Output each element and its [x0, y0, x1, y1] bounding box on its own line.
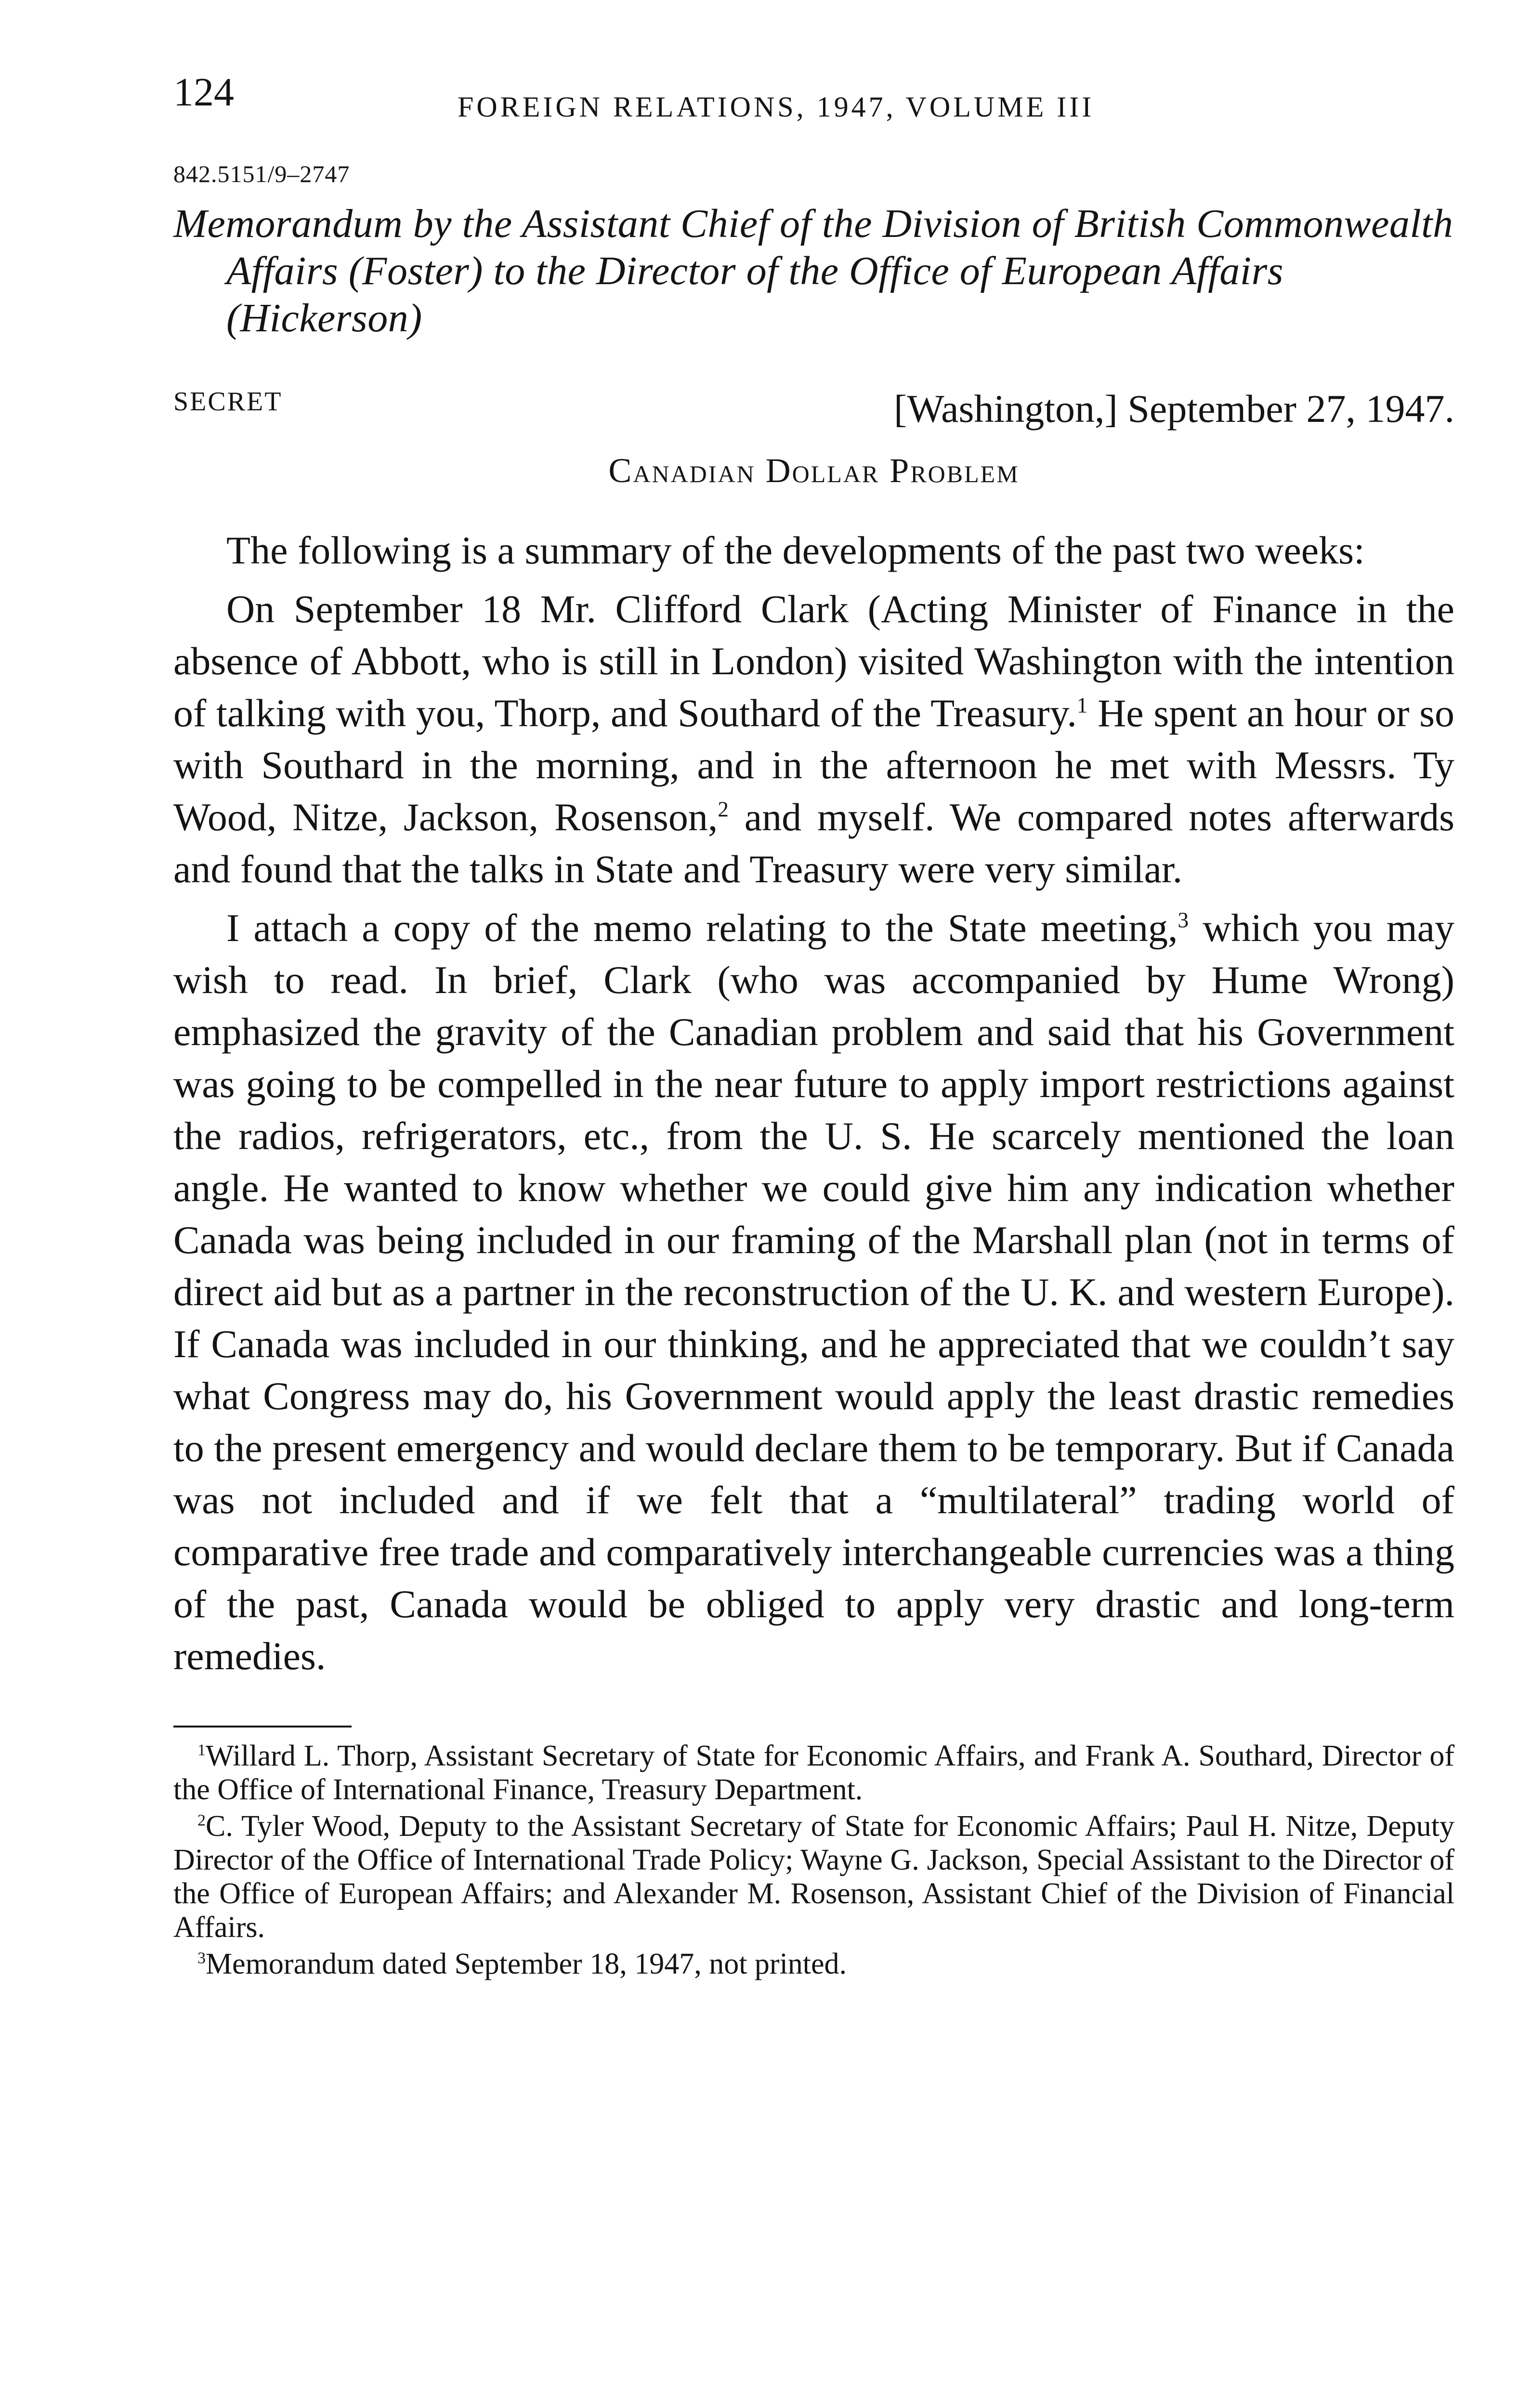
page-number: 124: [173, 70, 234, 115]
footnotes: [173, 1739, 1454, 1981]
paragraph-2-part-b: He spent an hour or so with Southard in the morning, and in the afternoon he met with Messrs. Ty Wood, Nitze, Jackson, Rosenson,: [173, 691, 1455, 839]
document-title: Memorandum by the Assistant Chief of the Division of British Commonwealth Affairs (Foster) to the Director of the Office of European Affairs (Hickerson): [173, 201, 1453, 340]
dateline: [Washington,] September 27, 1947.: [894, 387, 1454, 431]
file-number: 842.5151/9–2747: [173, 160, 350, 187]
running-title: FOREIGN RELATIONS, 1947, VOLUME III: [458, 91, 1095, 123]
footnote-1: [173, 1739, 1454, 1806]
running-header: [173, 72, 1454, 140]
paragraph-3-part-b: which you may wish to read. In brief, Clark (who was accompanied by Hume Wrong) emphasized the gravity of the Canadian problem and said that his Government was going to be compelled in the near future to apply import restrictions against the radios, refrigerators, etc., from the U. S. He scarcely mentioned the loan angle. He wanted to know whether we could give him any indication whether Canada was being included in our framing of the Marshall plan (not in terms of direct aid but as a partner in the reconstruction of the U. K. and western Europe). If Canada was included in our thinking, and he appreciated that we couldn’t say what Congress may do, his Government would apply the least drastic remedies to the present emergency and would declare them to be temporary. But if Canada was not included and if we felt that a “multilateral” trading world of comparative free trade and comparatively interchangeable currencies was a thing of the past, Canada would be obliged to apply very drastic and long-term remedies.: [173, 906, 1455, 1678]
footnote-marker-3: 3: [197, 1949, 206, 1967]
footnote-divider: [173, 1726, 352, 1727]
footnote-marker-1: 1: [197, 1741, 206, 1759]
footnote-text-3: Memorandum dated September 18, 1947, not printed.: [206, 1948, 847, 1980]
paragraph-3-part-a: I attach a copy of the memo relating to the State meeting,: [226, 906, 1178, 950]
footnote-ref-2: 2: [718, 797, 729, 822]
footnote-marker-2: 2: [197, 1811, 206, 1830]
footnote-2: [173, 1809, 1454, 1944]
subject-heading: Canadian Dollar Problem: [608, 451, 1020, 490]
footnote-ref-3: 3: [1178, 908, 1189, 932]
footnote-3: [173, 1947, 1454, 1981]
paragraph-2-part-c: and myself. We compared notes afterwards and found that the talks in State and Treasury were very similar.: [173, 795, 1454, 891]
document-page: [173, 72, 1454, 1984]
classification-dateline-row: [173, 386, 1454, 436]
footnote-text-1: Willard L. Thorp, Assistant Secretary of State for Economic Affairs, and Frank A. Southard, Director of the Office of International Finance, Treasury Department.: [173, 1740, 1454, 1806]
paragraph-2-part-a: On September 18 Mr. Clifford Clark (Acting Minister of Finance in the absence of Abbott, who is still in London) visited Washington with the intention of talking with you, Thorp, and Southard of the Treasury.: [173, 587, 1454, 735]
memo-body: [173, 524, 1454, 1682]
paragraph-3: [173, 902, 1454, 1682]
paragraph-1: The following is a summary of the developments of the past two weeks:: [226, 528, 1365, 572]
classification-label: SECRET: [173, 387, 283, 417]
footnote-text-2: C. Tyler Wood, Deputy to the Assistant Secretary of State for Economic Affairs; Paul H. Nitze, Deputy Director of the Office of International Trade Policy; Wayne G. Jackson, Special Assistant to the Director of the Office of European Affairs; and Alexander M. Rosenson, Assistant Chief of the Division of Financial Affairs.: [173, 1810, 1454, 1944]
footnote-ref-1: 1: [1076, 693, 1088, 718]
paragraph-2: [173, 583, 1454, 895]
